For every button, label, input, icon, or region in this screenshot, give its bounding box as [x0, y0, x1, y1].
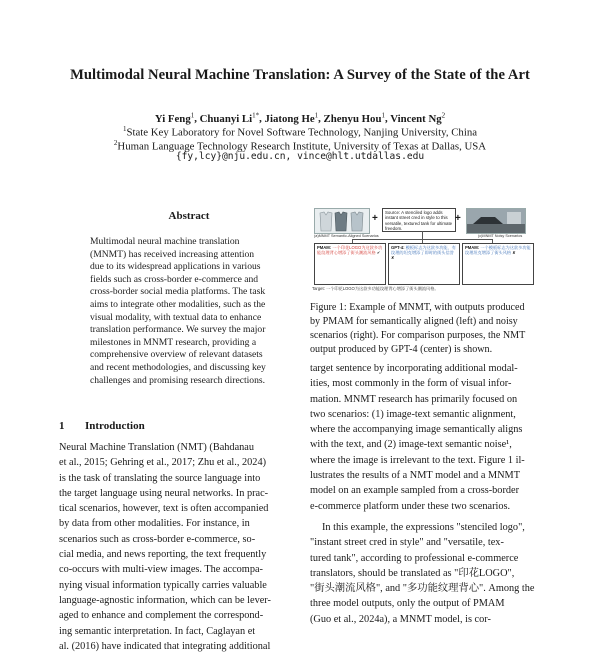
section-heading — [59, 420, 145, 432]
body-line: ing semantic interpretation. In fact, Caglayan et — [59, 625, 256, 637]
body-line: al. (2016) have indicated that integrating additional — [59, 640, 271, 652]
author: Yi Feng$^1$ — [154, 111, 195, 125]
abstract-line: comprehensive overview of relevant datasets — [90, 349, 263, 361]
body-line: In this example, the expressions "stenciled logo", — [322, 521, 525, 533]
author: Zhenyu Hou$^1$ — [323, 111, 385, 125]
body-line: translators, should be translated as "印花LOGO", — [310, 567, 515, 579]
caption-line: output produced by GPT-4 (center) is shown. — [310, 344, 493, 356]
body-line: aged to enhance and complement the correspond- — [59, 610, 264, 622]
caption-line: scenarios (right). For comparison purposes, the NMT — [310, 330, 526, 342]
body-line: scenarios such as cross-border e-commerce, so- — [59, 533, 256, 545]
body-line: co-occurs with multi-view images. The accompa- — [59, 564, 263, 576]
gpt4-output: GPT-4: 模板标志为这款多功能、有纹理的坦克增添了即时的街头信誉 ✘ — [388, 243, 460, 285]
body-line: with the text, and (2) image-text semantic noise¹, — [310, 439, 512, 451]
abstract-line: fields such as cross-border e-commerce and — [90, 273, 259, 285]
abstract-line: milestones in MNMT research, providing a — [90, 336, 257, 348]
paper-title: Multimodal Neural Machine Translation: A Survey of the State of the Art — [70, 67, 530, 83]
body-line: lustrates the results of a NMT model and a MNMT — [310, 470, 521, 482]
abstract-line: visual modality, with textual data to enhance — [90, 311, 262, 323]
garment-photo-graphic — [315, 209, 369, 233]
body-line: where the accompanying image semantically aligns — [310, 424, 523, 436]
body-line: the target language using neural networks. In prac- — [59, 487, 269, 499]
source-sentence-box: Source: A stenciled logo adds instant street cred in style to this versatile, textured tank for ultimate freedom. — [382, 208, 456, 232]
right-column-text — [310, 361, 534, 627]
body-line: tured tank", according to professional e-commerce — [310, 552, 519, 564]
figure-1 — [312, 206, 534, 294]
author: Vincent Ng$^2$ — [390, 111, 446, 125]
abstract-line: and recent methodologies, and discussing key — [90, 361, 266, 373]
connector-arrow — [422, 231, 423, 243]
plus-icon: + — [372, 213, 378, 224]
pmam-aligned-output: PMAM: 一个印花LOGO为这款多功能纹理背心增添了街头潮流风格 ✔ — [314, 243, 386, 285]
body-line: tical scenarios, however, text is often accompanied — [59, 503, 269, 515]
body-line: e-commerce platform under these two scenarios. — [310, 500, 511, 512]
caption-line: Figure 1: Example of MNMT, with outputs produced — [310, 302, 525, 313]
author-list: Yi Feng$^1$, Chuanyi $Li^{1*}$, Jiatong He$^1$, Zhenyu Hou$^1$, Vincent Ng$^2$ — [154, 111, 446, 125]
body-line: Neural Machine Translation (NMT) (Bahdanau — [59, 442, 255, 453]
body-line: where the image is irrelevant to the text. Figure 1 il- — [310, 454, 525, 466]
affiliation: $^1$State Key Laboratory for Novel Software Technology, Nanjing University, China — [122, 125, 478, 139]
author: Chuanyi $Li^{1*}$ — [199, 111, 260, 125]
body-line: "instant street cred in style" and "versatile, tex- — [310, 537, 504, 549]
body-line: target sentence by incorporating additional modal- — [310, 363, 518, 374]
author: Jiatong He$^1$ — [264, 111, 319, 125]
plus-icon: + — [455, 213, 461, 224]
body-line: (Guo et al., 2024a), a MNMT model, is cor- — [310, 613, 491, 625]
abstract-line: (MNMT) has received increasing attention — [90, 248, 255, 260]
street-photo — [466, 208, 526, 234]
section-number: 1 — [59, 420, 65, 432]
abstract-line: due to its widespread applications in various — [90, 261, 261, 273]
caption-line: by PMAM for semantically aligned (left) and noisy — [310, 316, 518, 328]
body-line: et al., 2015; Gehring et al., 2017; Zhu et al., 2024) — [59, 457, 267, 469]
pmam-noisy-output: PMAM: 一个模板标志为这款多功能纹理坦克增添了街头风格 ✘ — [462, 243, 534, 285]
body-line: three model outputs, only the output of PMAM — [310, 598, 505, 610]
abstract-body — [90, 236, 283, 387]
body-line: is the task of translating the source language into — [59, 472, 261, 484]
abstract-line: Multimodal neural machine translation — [90, 236, 240, 247]
garment-photo — [314, 208, 370, 234]
target-sentence: Target: 一个印花LOGO为这款多功能纹理背心增添了街头潮流风格。 — [312, 286, 439, 291]
author-email: {fy,lcy}@nju.edu.cn, vince@hlt.utdallas.edu — [175, 151, 425, 162]
body-line: cial media, and news reporting, the text frequently — [59, 549, 267, 561]
body-line: nying visual information typically carries valuable — [59, 579, 267, 591]
abstract-line: cross-border social media platforms. The task — [90, 286, 266, 298]
abstract-line: challenges and promising research directions. — [90, 374, 266, 386]
abstract-heading: Abstract — [168, 210, 210, 222]
body-line: two scenarios: (1) image-text semantic alignment, — [310, 408, 516, 420]
right-image-label: (c)MNMT Noisy Scenarios — [478, 234, 523, 238]
left-image-label: (a)MNMT Semantic-Aligned Scenarios — [314, 234, 379, 238]
body-line: "街头潮流风格", and "多功能纹理背心". Among the — [310, 583, 535, 595]
body-line: ities, most commonly in the form of visual infor- — [310, 378, 512, 390]
affiliation: $^2$Human Language Technology Research Institute, University of Texas at Dallas, USA — [113, 139, 487, 153]
section-title: Introduction — [85, 420, 145, 432]
figure-caption — [310, 301, 525, 357]
body-line: by data from other modalities. For instance, in — [59, 518, 250, 530]
abstract-line: aims to integrate other modalities, such as the — [90, 298, 266, 310]
body-line: language-agnostic information, which can be lever- — [59, 594, 271, 606]
body-line: model on an example sampled from a cross-border — [310, 485, 520, 497]
abstract-line: translation performance. We survey the major — [90, 324, 266, 336]
body-line: mation. MNMT research has primarily focused on — [310, 393, 518, 405]
street-photo-graphic — [467, 209, 525, 233]
left-column-text — [59, 440, 271, 654]
